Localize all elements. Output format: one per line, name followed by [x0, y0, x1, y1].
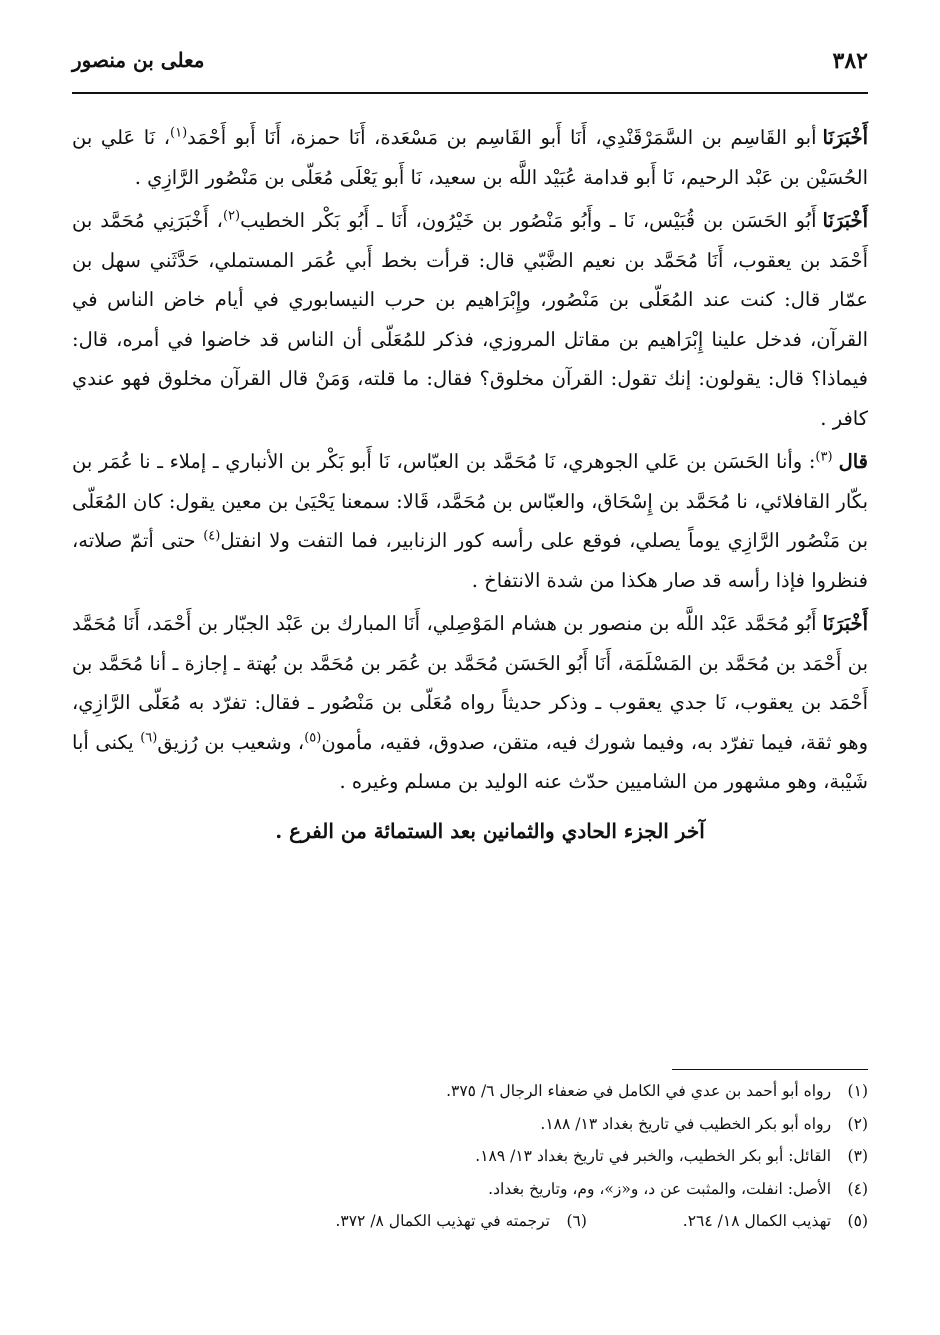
footnote-number: (٢): [847, 1114, 868, 1133]
running-title: معلى بن منصور: [72, 48, 205, 72]
footnote-number: (١): [847, 1082, 868, 1100]
footnote-text: القائل: أبو بكر الخطيب، والخبر في تاريخ بغداد ١٣/ ١٨٩.: [475, 1147, 832, 1165]
footnote-text: رواه أبو بكر الخطيب في تاريخ بغداد ١٣/ ١٨٨.: [540, 1114, 832, 1133]
footnote-number: (٦): [566, 1212, 587, 1230]
paragraph-list: [72, 118, 868, 802]
footnote-number: (٣): [847, 1147, 868, 1165]
isnad-lead-word: قال: [838, 450, 868, 473]
paragraph-text: : وأنا الحَسَن بن عَلي الجوهري، نَا مُحَمَّد بن العبّاس، نَا أَبو بَكْر بن الأنباري ـ إملاء ـ نا عُمَر بن بكّار القافلائي، نا مُحَمَّد بن إِسْحَاق، والعبّاس بن مُحَمَّد، قَالا: سمعنا يَحْيَىٰ بن معين يقول: كان المُعَلّى بن مَنْصُور الرَّازِي يوماً يصلي، فوقع على رأسه كور الزنابير، فما التفت ولا انفتل: [72, 450, 868, 552]
paragraph-text: أَبُو مُحَمَّد عَبْد اللَّه بن منصور بن هشام المَوْصِلي، أَنَا المبارك بن عَبْد الجبّار بن أَحْمَد، أَنَا مُحَمَّد بن أَحْمَد بن مُحَمَّد بن المَسْلَمَة، أَنَا أَبُو الحَسَن مُحَمَّد بن عُمَر بن مُحَمَّد بن بُهتة ـ إجازة ـ أنا مُحَمَّد بن أَحْمَد بن يعقوب، نَا جدي يعقوب ـ وذكر حديثاً رواه مُعَلّى بن مَنْصُور ـ فقال: تفرّد به مُعَلّى الرَّازِي، وهو ثقة، فيما تفرّد به، وفيما شورك فيه، متقن، صدوق، فقيه، مأمون: [72, 612, 868, 754]
isnad-lead-word: أَخْبَرَنَا: [822, 612, 868, 635]
paragraph-text: ، أَخْبَرَنِي مُحَمَّد بن أَحْمَد بن يعقوب، أَنَا مُحَمَّد بن نعيم الضَّبّي قال: قرأت بخط أَبي عُمَر المستملي، حَدَّثَني سهل بن عمّار قال: كنت عند المُعَلّى بن مَنْصُور، وإِبْرَاهيم بن حرب النيسابوري في أيام خاض الناس في القرآن، فدخل علينا إِبْرَاهيم بن مقاتل المروزي، فذكر للمُعَلّى أن الناس قد خاضوا في أمره، قال: فيماذا؟ قال: يقولون: إنك تقول: القرآن مخلوق؟ فقال: ما قلته، وَمَنْ قال القرآن مخلوق فهو عندي كافر .: [72, 209, 868, 430]
paragraph: [72, 442, 868, 600]
footnote: [72, 1205, 868, 1238]
main-text: [72, 118, 868, 851]
footnote-text: تهذيب الكمال ١٨/ ٢٦٤.: [682, 1212, 832, 1230]
page-header: [72, 42, 868, 94]
footnote-marker: (٢): [222, 208, 241, 224]
footnote-text: الأصل: انفلت، والمثبت عن د، و«ز»، وم، وتاريخ بغداد.: [488, 1179, 832, 1198]
paragraph-text: ، نَا عَلي بن الحُسَيْن بن عَبْد الرحيم، نَا أَبو قدامة عُبَيْد اللَّه بن سعيد، نَا أَبو يَعْلَى مُعَلّى بن مَنْصُور الرَّازِي .: [72, 126, 868, 189]
paragraph-text: أبو القَاسِم بن السَّمَرْقَنْدِي، أَنَا أَبو القَاسِم بن مَسْعَدة، أَنَا حمزة، أَنَا أَبو أَحْمَد: [187, 126, 817, 149]
paragraph-text: ، وشعيب بن رُزيق: [157, 730, 305, 754]
footnote: [72, 1173, 868, 1206]
footnote-marker: (٣): [815, 449, 833, 465]
footnote: [72, 1075, 868, 1108]
footnote-marker: (٤): [203, 528, 221, 544]
paragraph-text: أَبُو الحَسَن بن قُبَيْس، نَا ـ وأَبُو مَنْصُور بن خَيْرُون، أَنَا ـ أَبُو بَكْر الخطيب: [240, 209, 817, 232]
footnote: [72, 1140, 868, 1173]
footnote-text: رواه أبو أحمد بن عدي في الكامل في ضعفاء الرجال ٦/ ٣٧٥.: [446, 1082, 832, 1100]
paragraph: [72, 604, 868, 802]
footnote-marker: (٥): [304, 730, 322, 745]
footnote-rule: [672, 1069, 868, 1070]
page-number: ٣٨٢: [832, 48, 868, 74]
paragraph: [72, 118, 868, 197]
paragraph-text: حتى أتمّ صلاته، فنظروا فإذا رأسه قد صار هكذا من شدة الانتفاخ .: [72, 529, 868, 592]
footnote-marker: (٦): [140, 730, 158, 745]
colophon: آخر الجزء الحادي والثمانين بعد الستمائة من الفرع .: [275, 818, 705, 843]
footnote-marker: (١): [170, 125, 188, 141]
footnotes: [72, 1075, 868, 1238]
paragraph-text: يكنى أبا شَيْبة، وهو مشهور من الشاميين حدّث عنه الوليد بن مسلم وغيره .: [72, 730, 868, 793]
isnad-lead-word: أَخْبَرَنَا: [822, 209, 868, 232]
footnote-number: (٤): [847, 1179, 868, 1198]
footnote: [72, 1108, 868, 1141]
footnote-text: ترجمته في تهذيب الكمال ٨/ ٣٧٢.: [335, 1212, 550, 1230]
paragraph: [72, 201, 868, 438]
isnad-lead-word: أَخْبَرَنَا: [822, 126, 869, 149]
footnote-number: (٥): [847, 1212, 868, 1230]
